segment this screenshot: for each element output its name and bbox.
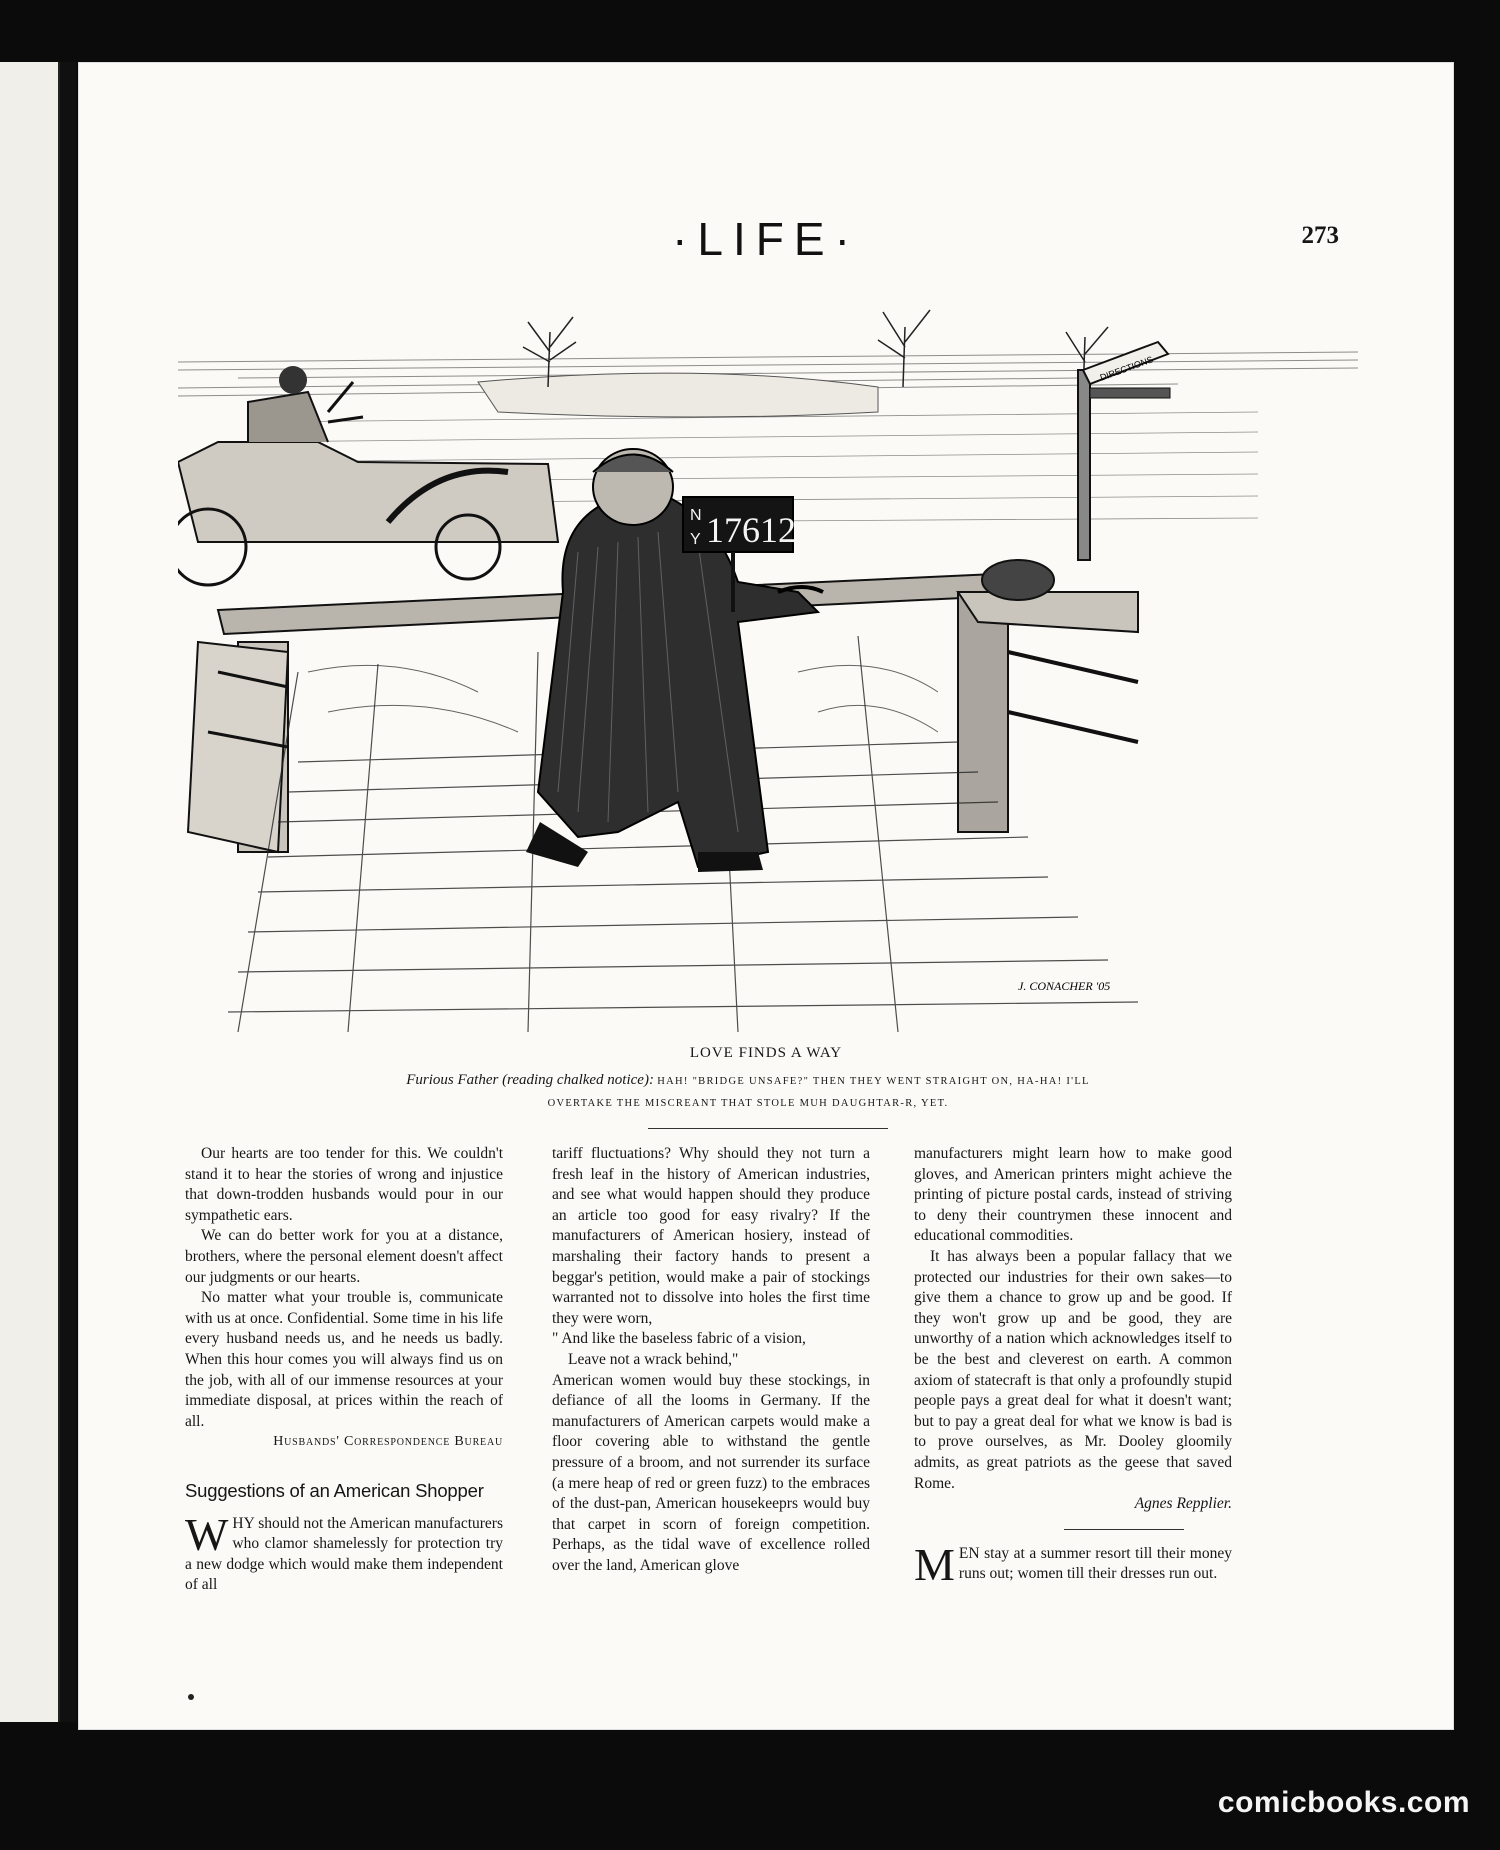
plate-prefix-n: N [690,507,702,524]
article-opening [185,1508,503,1596]
verse-line: " And like the baseless fabric of a vision, [552,1330,806,1348]
caption-divider [648,1128,888,1129]
drop-cap: M [914,1538,955,1590]
paragraph: manufacturers might learn how to make good gloves, and American printers might achieve the printing of picture postal cards, instead of striving to deny their countrymen these innocent and educational commodities. [914,1145,1232,1245]
paragraph: EN stay at a summer resort till their money runs out; women till their dresses run out. [958,1544,1232,1583]
masthead: ·LIFE· [672,213,860,265]
paragraph: It has always been a popular fallacy that we protected our industries for their own sakes—to give them a chance to grow up and be good. If they won't grow up and be good, they are unworthy of a nation which acknowledges itself to be the best and cleverest on earth. A common axiom of statecraft is that only a profoundly stupid people pays a great deal for what it doesn't want; but to pay a great deal for what we know is bad is to prove ourselves, as Mr. Dooley gloomily admits, as great patriots as the geese that saved Rome. [914,1247,1232,1492]
facing-page-edge [0,62,60,1722]
drop-cap: W [185,1508,229,1560]
caption-speaker: Furious Father (reading chalked notice): [406,1072,654,1088]
page-number: 273 [1301,222,1339,249]
paragraph: tariff fluctuations? Why should they not turn a fresh leaf in the history of American industries, and see what would happen should they produce an article too good for easy rivalry? If the manufacturers of American hosiery, instead of marshaling their factory hands to present a beggar's petition, would make a pair of stockings warranted not to dissolve into holes the first time they were worn, [552,1145,870,1327]
bureau-signature: Husbands' Correspondence Bureau [273,1434,503,1450]
article-heading: Suggestions of an American Shopper [185,1479,484,1501]
caption-line-2: OVERTAKE THE MISCREANT THAT STOLE MUH DAUGHTAR-R, YET. [547,1098,949,1109]
verse-line: Leave not a wrack behind," [568,1350,739,1368]
item-divider [1064,1529,1184,1530]
page-speck [188,1694,194,1700]
author-name: Agnes Repplier. [1134,1495,1232,1513]
cartoon-title: LOVE FINDS A WAY [689,1045,843,1061]
quip-paragraph [914,1538,1232,1590]
magazine-page [78,62,1454,1730]
cartoon-illustration [178,292,1358,1042]
text-column-1 [185,1144,503,1596]
cartoon-caption [218,1070,1278,1114]
text-column-2 [552,1144,870,1576]
paragraph: HY should not the American manufacturers who clamor shamelessly for protection try a new dodge which would make them independent of all [185,1514,503,1594]
paragraph: We can do better work for you at a distance, brothers, where the personal element doesn't affect our judgments or our hearts. [185,1227,503,1286]
text-column-3 [914,1144,1232,1590]
signpost-text: DIRECTIONS [1098,354,1155,383]
book-spine [60,62,76,1722]
plate-prefix-y: Y [690,531,701,548]
artist-signature: J. CONACHER '05 [1018,979,1111,993]
watermark: comicbooks.com [1217,1786,1470,1819]
paragraph: American women would buy these stockings, in defiance of all the looms in Germany. If the manufacturers of American carpets would make a floor covering able to withstand the gentle pressure of a broom, and not surrender its surface (a mere heap of red or green fuzz) to the embraces of the dust-pan, American housekeeprs would buy that carpet in scorn of foreign competition. Perhaps, as the tidal wave of excellence rolled over the land, American glove [552,1371,870,1574]
caption-line-1: HAH! "BRIDGE UNSAFE?" THEN THEY WENT STRAIGHT ON, HA-HA! I'LL [657,1076,1090,1087]
paragraph: Our hearts are too tender for this. We couldn't stand it to hear the stories of wrong and injustice that down-trodden husbands would pour in our sympathetic ears. [185,1145,503,1224]
paragraph: No matter what your trouble is, communicate with us at once. Confidential. Some time in his life every husband needs us, and he needs us badly. When this hour comes you will always find us on the job, with all of our immense resources at your immediate disposal, at prices within the reach of all. [185,1289,503,1430]
plate-number: 17612 [706,510,796,550]
